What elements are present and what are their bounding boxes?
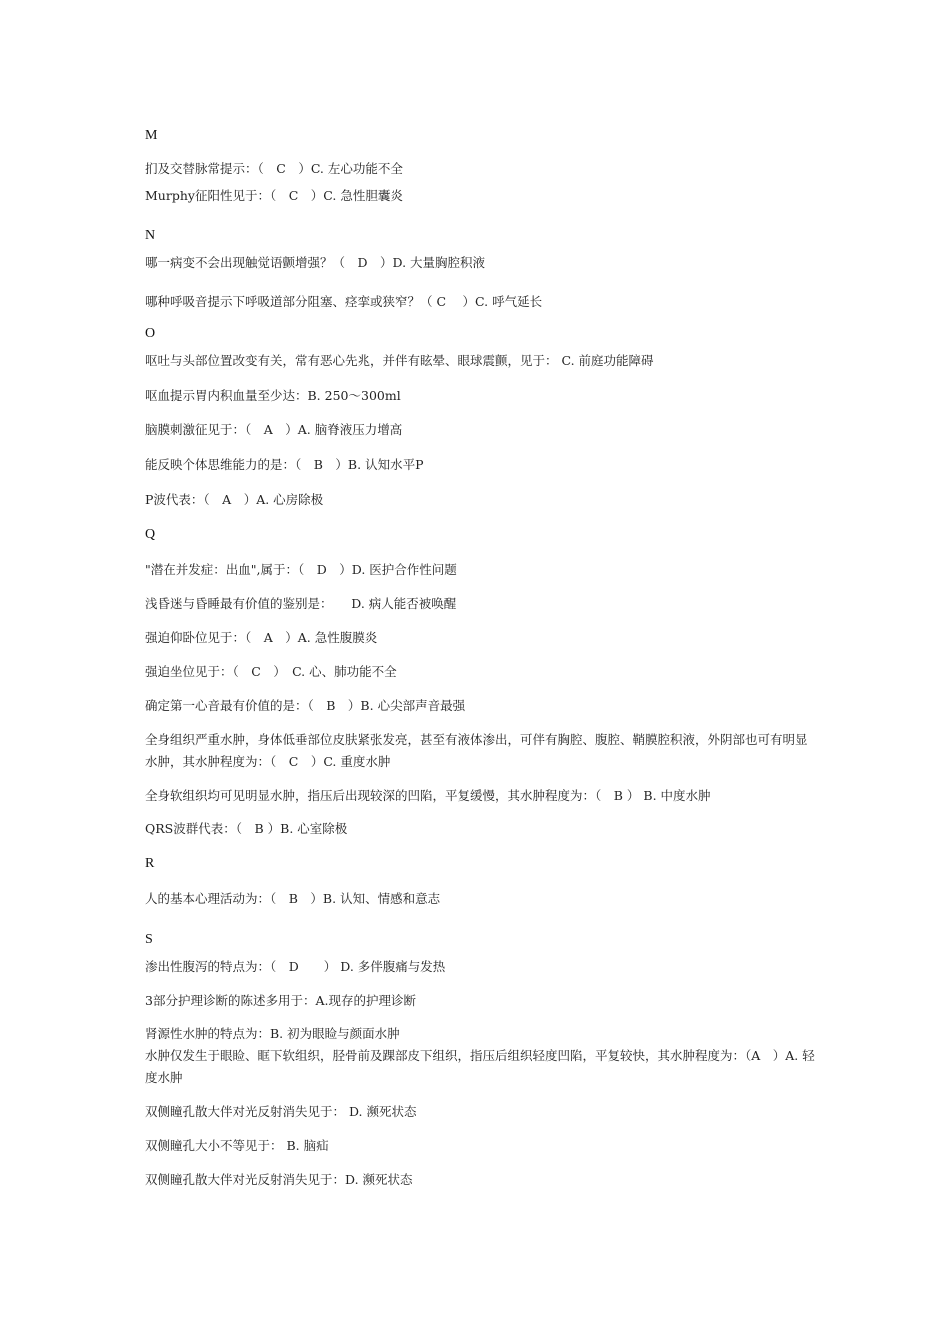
question-item: 全身组织严重水肿，身体低垂部位皮肤紧张发亮，甚至有液体渗出，可伴有胸腔、腹腔、鞘膜腔积液，外阴部也可有明显水肿，其水肿程度为：（ C ）C. 重度水肿 xyxy=(145,732,808,769)
question-item: Murphy征阳性见于：（ C ）C. 急性胆囊炎 xyxy=(145,188,403,203)
section-heading: Q xyxy=(145,527,156,542)
question-item: 强迫仰卧位见于：（ A ）A. 急性腹膜炎 xyxy=(145,630,378,645)
question-item: 渗出性腹泻的特点为：（ D ） D. 多伴腹痛与发热 xyxy=(145,959,446,974)
question-item: 哪一病变不会出现触觉语颤增强？（ D ）D. 大量胸腔积液 xyxy=(145,255,486,270)
section-heading: M xyxy=(145,128,158,143)
section-heading: R xyxy=(145,856,155,871)
question-item: 肾源性水肿的特点为：B. 初为眼睑与颜面水肿 水肿仅发生于眼睑、眶下软组织，胫骨前及踝部皮下组织，指压后组织轻度凹陷，平复较快，其水肿程度为：（A ）A. 轻度水肿 xyxy=(145,1026,815,1085)
question-item: 3部分护理诊断的陈述多用于：A.现存的护理诊断 xyxy=(145,993,416,1008)
question-item: 呕血提示胃内积血量至少达：B. 250～300ml xyxy=(145,388,401,403)
question-item: 能反映个体思维能力的是：（ B ）B. 认知水平P xyxy=(145,457,424,472)
question-item: 全身软组织均可见明显水肿，指压后出现较深的凹陷，平复缓慢，其水肿程度为：（ B ） B. 中度水肿 xyxy=(145,788,711,803)
section-heading: O xyxy=(145,326,156,341)
question-item: 浅昏迷与昏睡最有价值的鉴别是： D. 病人能否被唤醒 xyxy=(145,596,457,611)
question-item: "潜在并发症：出血",属于：（ D ）D. 医护合作性问题 xyxy=(145,562,457,577)
question-item: 呕吐与头部位置改变有关，常有恶心先兆，并伴有眩晕、眼球震颤，见于： C. 前庭功能障碍 xyxy=(145,353,654,368)
question-item: 脑膜刺激征见于：（ A ）A. 脑脊液压力增高 xyxy=(145,422,403,437)
question-item: 双侧瞳孔散大伴对光反射消失见于： D. 濒死状态 xyxy=(145,1104,417,1119)
question-item: 双侧瞳孔大小不等见于： B. 脑疝 xyxy=(145,1138,329,1153)
section-heading: N xyxy=(145,228,156,243)
question-item: 确定第一心音最有价值的是：（ B ）B. 心尖部声音最强 xyxy=(145,698,466,713)
question-item: 哪种呼吸音提示下呼吸道部分阻塞、痉挛或狭窄？（ C ）C. 呼气延长 xyxy=(145,294,543,309)
question-item: 强迫坐位见于：（ C ） C. 心、肺功能不全 xyxy=(145,664,397,679)
question-item: 扪及交替脉常提示：（ C ）C. 左心功能不全 xyxy=(145,161,403,176)
question-item: P波代表：（ A ）A. 心房除极 xyxy=(145,492,324,507)
question-item: 双侧瞳孔散大伴对光反射消失见于：D. 濒死状态 xyxy=(145,1172,413,1187)
question-item: 人的基本心理活动为：（ B ）B. 认知、情感和意志 xyxy=(145,891,441,906)
question-item: QRS波群代表：（ B ）B. 心室除极 xyxy=(145,821,348,836)
section-heading: S xyxy=(145,932,153,947)
